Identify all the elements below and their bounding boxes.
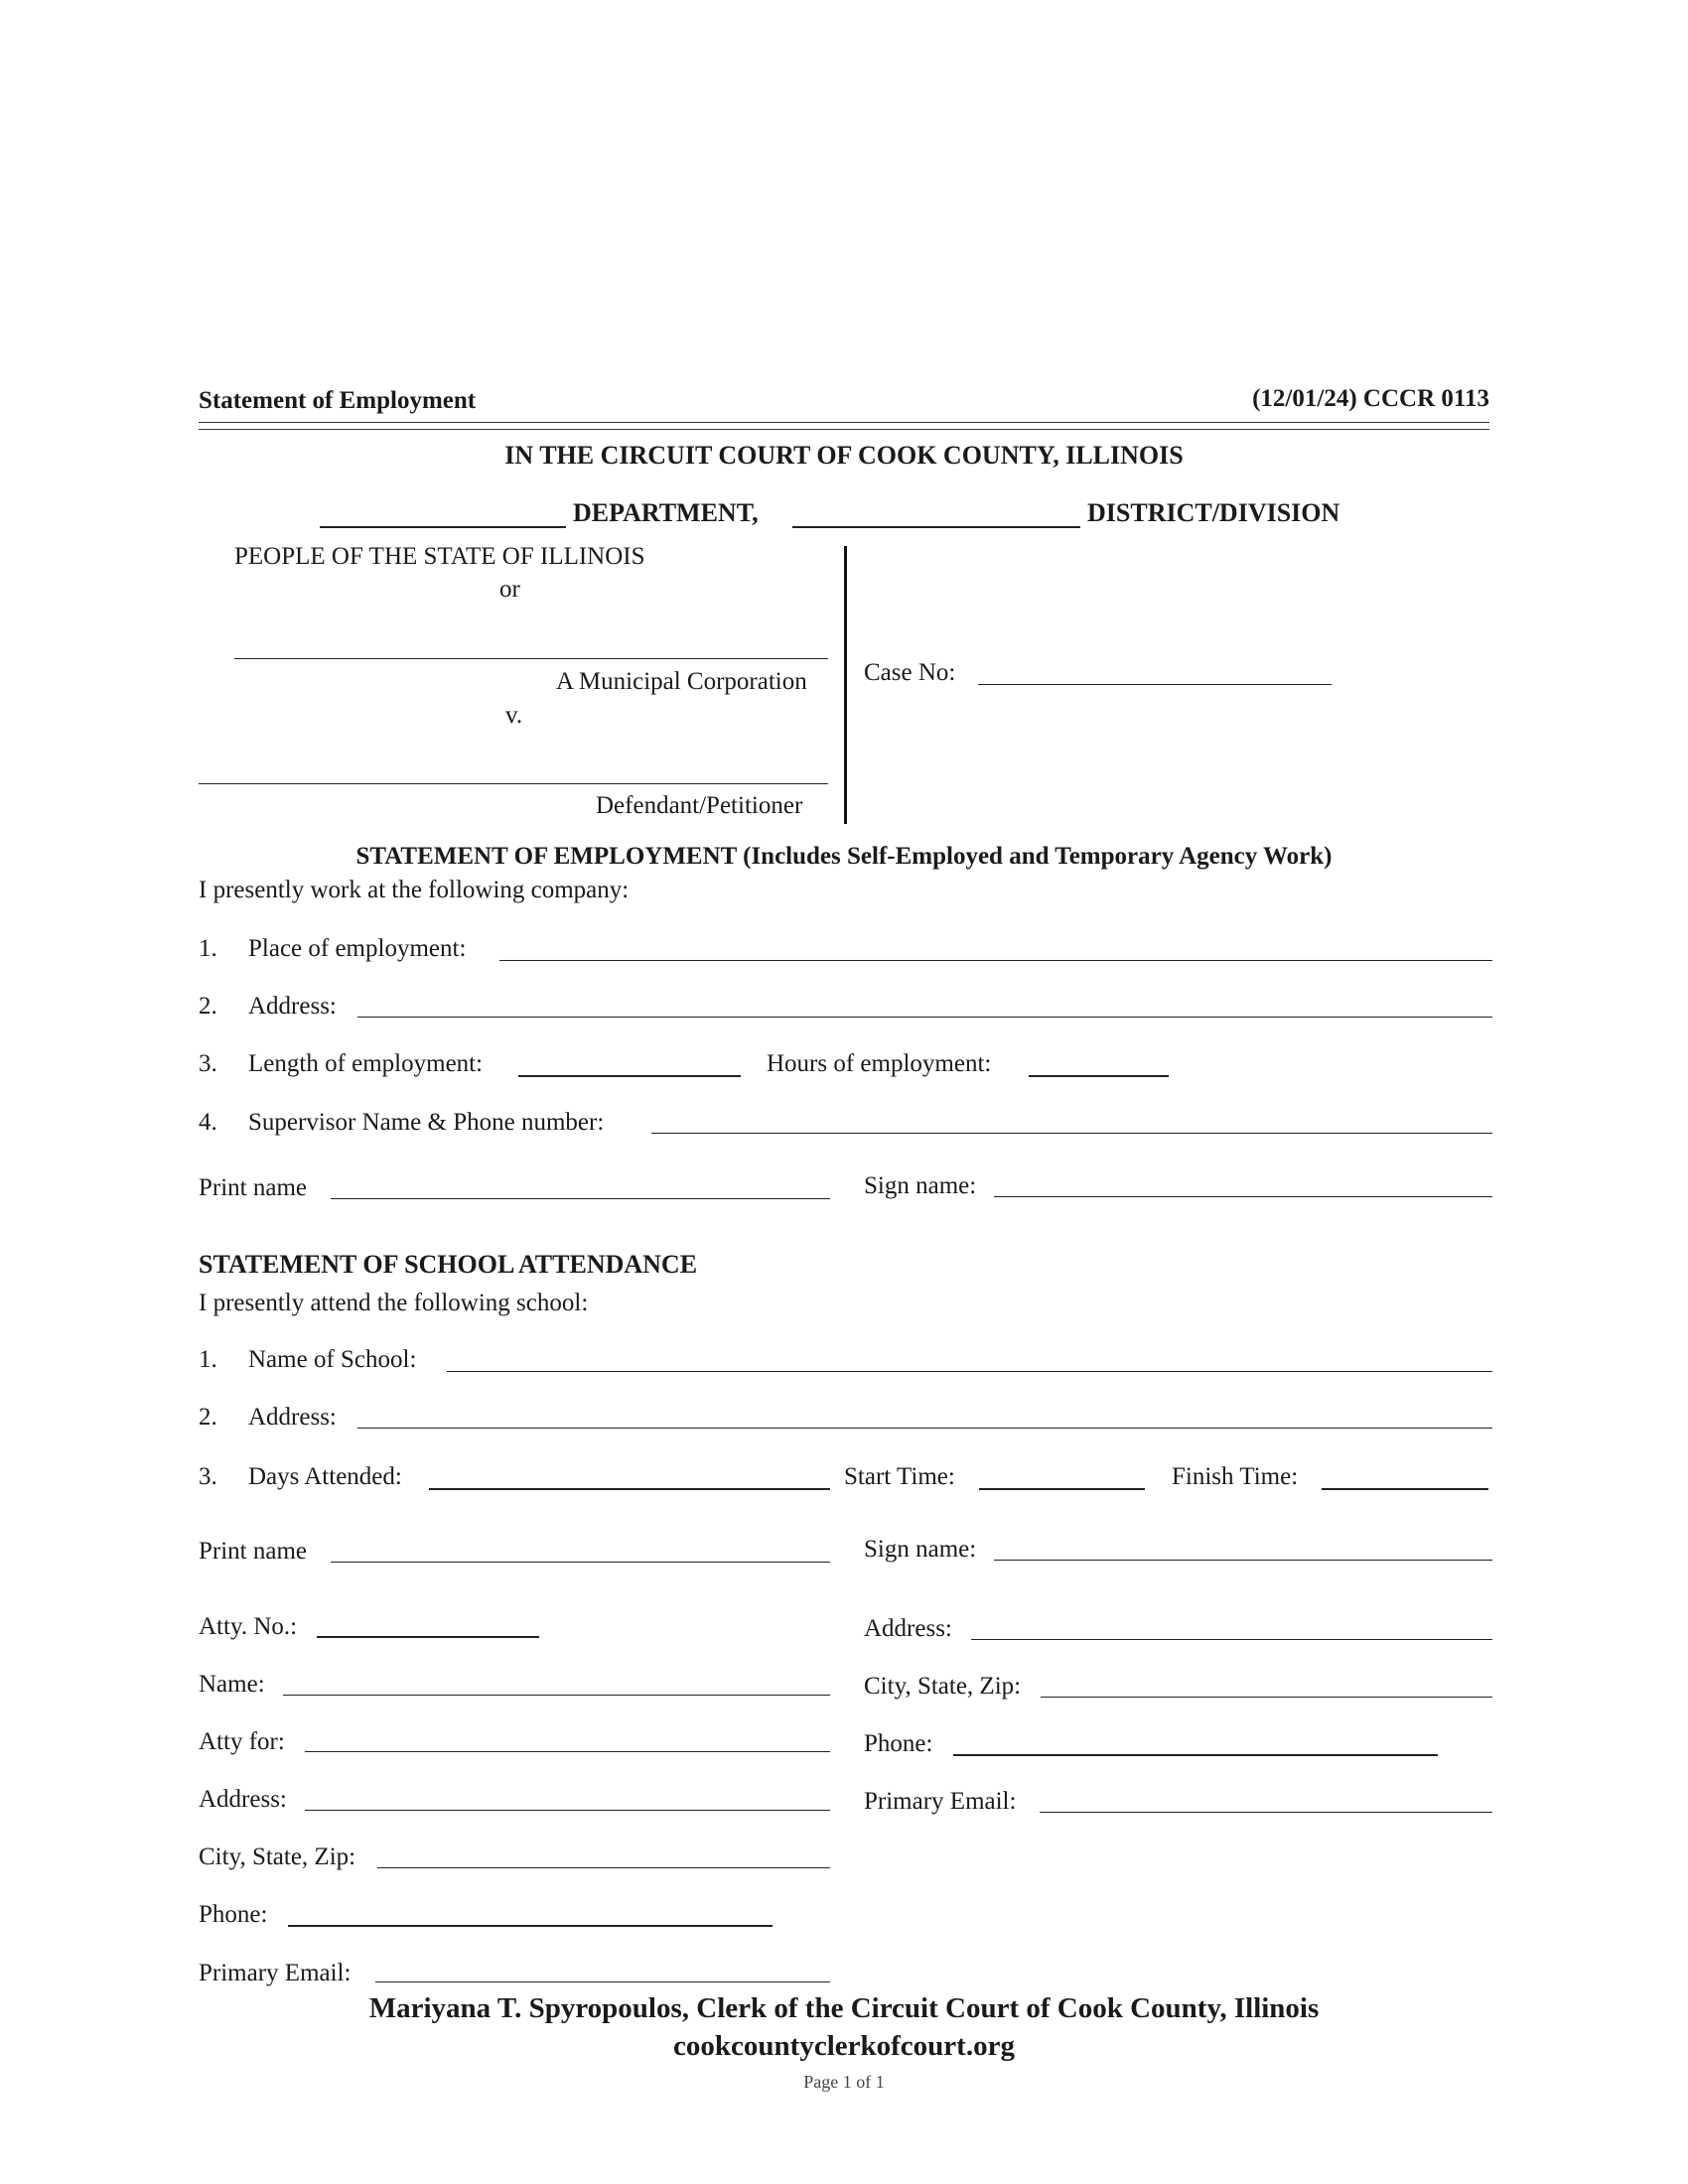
form-title: Statement of Employment: [199, 387, 477, 414]
item-number: 2.: [199, 993, 217, 1020]
clerk-name: Mariyana T. Spyropoulos, Clerk of the Circuit Court of Cook County, Illinois: [368, 1992, 1320, 2024]
atty-phone-label: Phone:: [199, 1901, 268, 1928]
days-attended-label: Days Attended:: [248, 1463, 402, 1490]
right-phone-label: Phone:: [864, 1730, 933, 1757]
employment-print-name-field[interactable]: [331, 1198, 830, 1199]
district-label: DISTRICT/DIVISION: [1087, 498, 1340, 527]
atty-for-field[interactable]: [305, 1751, 830, 1752]
case-no-label: Case No:: [864, 659, 956, 686]
or-label: or: [499, 576, 520, 603]
days-attended-field[interactable]: [429, 1488, 830, 1490]
employment-title: STATEMENT OF EMPLOYMENT (Includes Self-Employed and Temporary Agency Work): [355, 843, 1333, 870]
employment-address-field[interactable]: [357, 1017, 1492, 1018]
place-of-employment-field[interactable]: [499, 960, 1492, 961]
item-number: 4.: [199, 1109, 217, 1136]
start-time-label: Start Time:: [844, 1463, 955, 1490]
municipality-name-field[interactable]: [234, 658, 828, 659]
form-code: (12/01/24) CCCR 0113: [1252, 385, 1489, 412]
school-title: STATEMENT OF SCHOOL ATTENDANCE: [199, 1250, 698, 1279]
header-rule-top: [199, 422, 1489, 423]
caption-divider: [844, 546, 847, 824]
school-sign-name-field[interactable]: [994, 1560, 1492, 1561]
district-field[interactable]: [792, 526, 1080, 528]
place-of-employment-label: Place of employment:: [248, 935, 467, 962]
atty-email-field[interactable]: [375, 1981, 830, 1982]
atty-name-label: Name:: [199, 1671, 265, 1698]
atty-email-label: Primary Email:: [199, 1960, 352, 1986]
item-number: 2.: [199, 1404, 217, 1431]
right-phone-field[interactable]: [953, 1754, 1438, 1756]
school-print-name-field[interactable]: [331, 1562, 830, 1563]
item-number: 3.: [199, 1463, 217, 1490]
employment-address-label: Address:: [248, 993, 337, 1020]
header-rule-bottom: [199, 429, 1489, 430]
atty-name-field[interactable]: [283, 1695, 830, 1696]
finish-time-field[interactable]: [1322, 1488, 1488, 1490]
right-city-state-zip-label: City, State, Zip:: [864, 1673, 1022, 1700]
atty-city-state-zip-field[interactable]: [377, 1867, 830, 1868]
start-time-field[interactable]: [979, 1488, 1145, 1490]
defendant-label: Defendant/Petitioner: [596, 792, 803, 819]
school-name-label: Name of School:: [248, 1346, 417, 1373]
employment-sign-name-label: Sign name:: [864, 1172, 977, 1199]
school-print-name-label: Print name: [199, 1538, 308, 1565]
length-of-employment-field[interactable]: [518, 1075, 741, 1077]
atty-city-state-zip-label: City, State, Zip:: [199, 1843, 356, 1870]
right-email-field[interactable]: [1040, 1812, 1492, 1813]
v-label: v.: [505, 702, 523, 729]
school-sign-name-label: Sign name:: [864, 1536, 977, 1563]
right-email-label: Primary Email:: [864, 1788, 1017, 1815]
atty-phone-field[interactable]: [288, 1925, 773, 1927]
defendant-name-field[interactable]: [199, 783, 828, 784]
atty-for-label: Atty for:: [199, 1728, 285, 1755]
school-name-field[interactable]: [447, 1371, 1492, 1372]
item-number: 1.: [199, 935, 217, 962]
length-of-employment-label: Length of employment:: [248, 1050, 484, 1077]
supervisor-field[interactable]: [651, 1133, 1492, 1134]
hours-of-employment-field[interactable]: [1029, 1075, 1169, 1077]
court-title: IN THE CIRCUIT COURT OF COOK COUNTY, ILLINOIS: [504, 441, 1184, 470]
school-address-field[interactable]: [357, 1428, 1492, 1429]
municipal-label: A Municipal Corporation: [556, 668, 807, 695]
case-no-field[interactable]: [978, 684, 1332, 685]
hours-of-employment-label: Hours of employment:: [767, 1050, 992, 1077]
school-address-label: Address:: [248, 1404, 337, 1431]
supervisor-label: Supervisor Name & Phone number:: [248, 1109, 605, 1136]
right-address-field[interactable]: [971, 1639, 1492, 1640]
atty-address-field[interactable]: [305, 1810, 830, 1811]
atty-no-field[interactable]: [317, 1636, 539, 1638]
people-label: PEOPLE OF THE STATE OF ILLINOIS: [234, 543, 645, 570]
atty-no-label: Atty. No.:: [199, 1613, 298, 1640]
page-number: Page 1 of 1: [803, 2072, 885, 2092]
finish-time-label: Finish Time:: [1172, 1463, 1299, 1490]
employment-print-name-label: Print name: [199, 1174, 308, 1201]
item-number: 1.: [199, 1346, 217, 1373]
employment-intro: I presently work at the following company:: [199, 877, 630, 903]
right-city-state-zip-field[interactable]: [1041, 1697, 1492, 1698]
website: cookcountyclerkofcourt.org: [673, 2030, 1015, 2062]
atty-address-label: Address:: [199, 1786, 287, 1813]
school-intro: I presently attend the following school:: [199, 1290, 589, 1316]
employment-sign-name-field[interactable]: [994, 1196, 1492, 1197]
item-number: 3.: [199, 1050, 217, 1077]
department-label: DEPARTMENT,: [573, 498, 759, 527]
department-field[interactable]: [320, 526, 566, 528]
right-address-label: Address:: [864, 1615, 952, 1642]
